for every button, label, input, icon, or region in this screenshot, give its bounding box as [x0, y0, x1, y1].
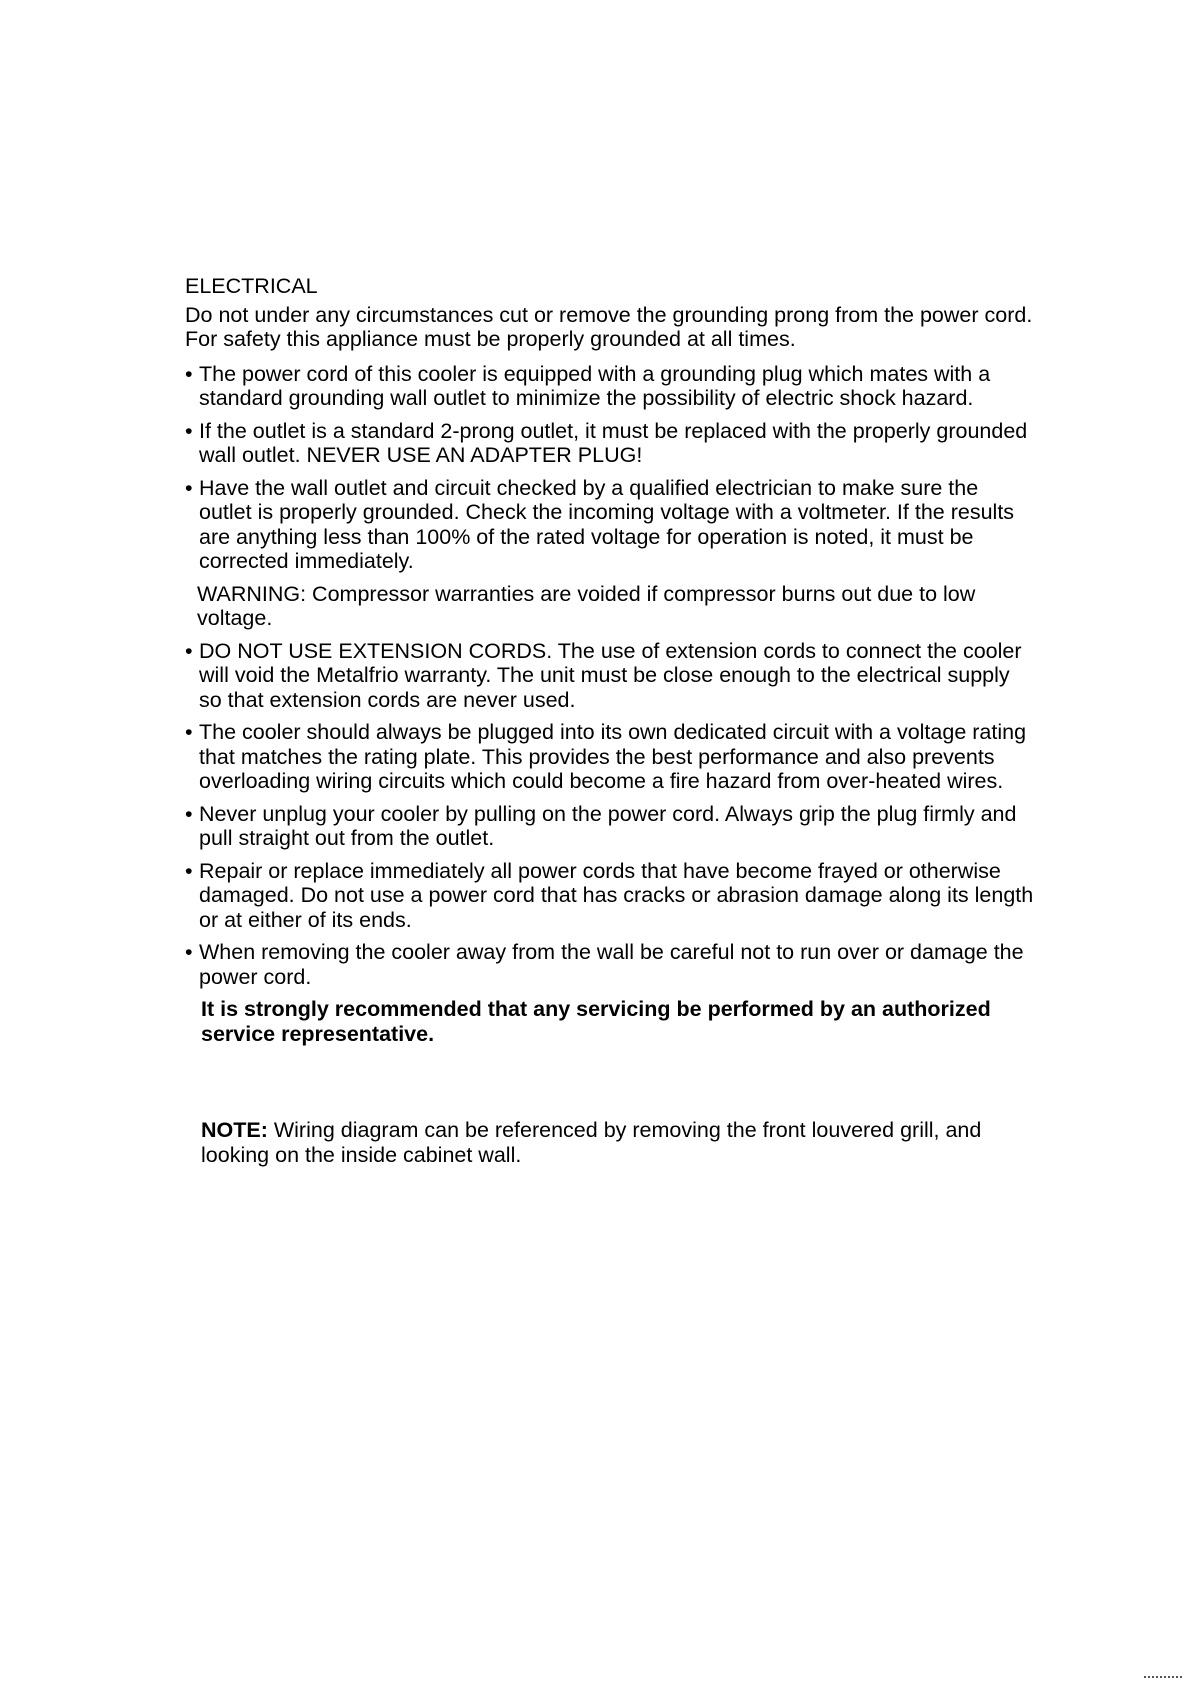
list-item [185, 859, 1035, 933]
list-item-text: DO NOT USE EXTENSION CORDS. The use of extension cords to connect the cooler will void the Metalfrio warranty. The unit must be close enough to the electrical supply so that extension cords are never used. [199, 638, 1022, 712]
list-item-text: If the outlet is a standard 2-prong outlet, it must be replaced with the properly grounded wall outlet. NEVER USE AN ADAPTER PLUG! [199, 418, 1028, 467]
list-item [185, 720, 1035, 794]
bullet-icon: • [185, 638, 193, 663]
bullet-icon: • [185, 475, 193, 500]
list-item [185, 940, 1035, 989]
list-item [185, 639, 1035, 713]
recommendation-paragraph: It is strongly recommended that any servicing be performed by an authorized service representative. [201, 997, 991, 1046]
list-item [185, 419, 1035, 468]
section-heading: ELECTRICAL [185, 274, 318, 298]
bullet-icon: • [185, 858, 193, 883]
bullet-icon: • [185, 940, 193, 964]
list-item-text: Have the wall outlet and circuit checked by a qualified electrician to make sure the outlet is properly grounded. Check the incoming voltage with a voltmeter. If the results are anything less than 100% of the rated voltage for operation is noted, it must be corrected immediately. [199, 475, 1015, 573]
list-item-text: The cooler should always be plugged into its own dedicated circuit with a voltage rating that matches the rating plate. This provides the best performance and also prevents overloading wiring circuits which could become a fire hazard from over-heated wires. [199, 720, 1027, 793]
bullet-icon: • [185, 720, 193, 744]
bullet-icon: • [185, 418, 193, 443]
list-item [185, 476, 1035, 574]
electrical-section [185, 274, 1035, 1167]
note-paragraph [201, 1118, 1035, 1167]
list-item [185, 802, 1035, 851]
scan-edge-marks [1144, 1676, 1182, 1681]
intro-paragraph: Do not under any circumstances cut or remove the grounding prong from the power cord. For safety this appliance must be properly grounded at all times. [185, 302, 1033, 351]
list-item [185, 362, 1035, 411]
note-text: Wiring diagram can be referenced by removing the front louvered grill, and looking on the inside cabinet wall. [201, 1118, 982, 1167]
note-label: NOTE: [201, 1118, 268, 1142]
list-item-text: Repair or replace immediately all power cords that have become frayed or otherwise damaged. Do not use a power cord that has cracks or abrasion damage along its length or at either of its ends. [199, 858, 1034, 932]
list-item-text: When removing the cooler away from the wall be careful not to run over or damage the power cord. [199, 940, 1024, 989]
bullet-icon: • [185, 361, 193, 386]
bullet-icon: • [185, 801, 193, 826]
list-item-text: Never unplug your cooler by pulling on the power cord. Always grip the plug firmly and pull straight out from the outlet. [199, 801, 1017, 850]
list-item-text: The power cord of this cooler is equipped with a grounding plug which mates with a standard grounding wall outlet to minimize the possibility of electric shock hazard. [199, 361, 991, 410]
warning-paragraph: WARNING: Compressor warranties are voided if compressor burns out due to low voltage. [197, 581, 976, 630]
